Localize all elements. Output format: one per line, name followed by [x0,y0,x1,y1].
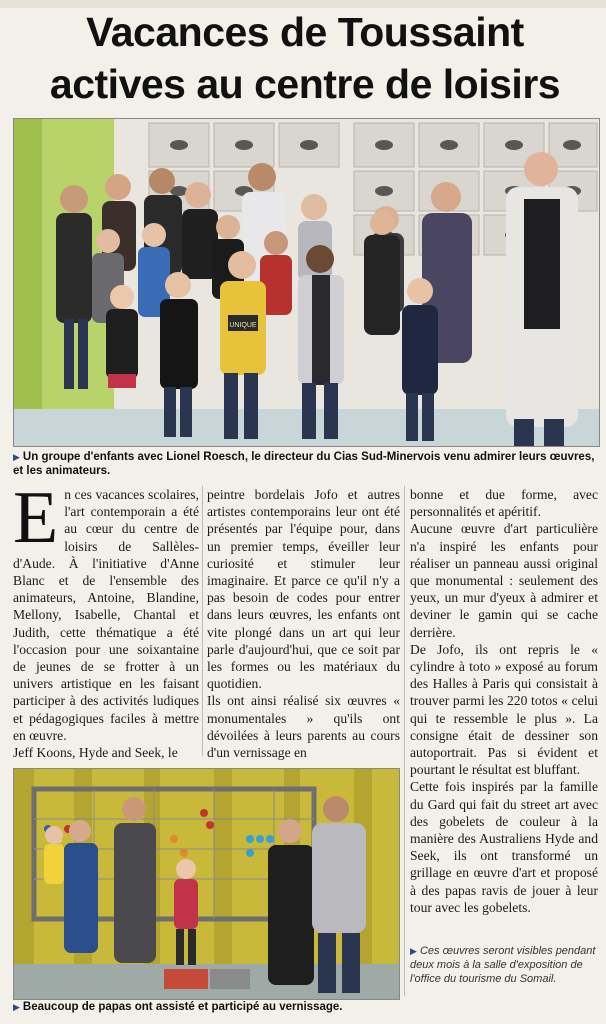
photo2-caption [13,1000,398,1014]
photo1-caption [13,450,598,478]
photo1-caption-text: Un groupe d'enfants avec Lionel Roesch, le directeur du Cias Sud-Minervois venu admirer leurs œuvres, et les animateurs. [13,451,595,477]
group-photo-illustration [14,119,599,446]
column-2-paragraph-1: peintre bordelais Jofo et autres artistes contemporains leur ont été présentés par l'équipe pour, dans un premier temps, éveiller leur curiosité et stimuler leur imaginaire. Et parce ce qu'il n'y a pas besoin de codes pour entrer dans leurs œuvres, les enfants ont vite plongé dans un art qui leur parle d'aujourd'hui, que ce soit par les formes ou les matériaux du quotidien. [207,487,400,692]
headline [10,6,600,110]
column-3-paragraph-1: bonne et due forme, avec personnalités et apéritif. [410,487,598,520]
footnote [410,944,598,986]
shirt-text: UNIQUE [229,322,257,329]
headline-line-2: actives au centre de loisirs [49,61,561,107]
vernissage-photo [13,768,400,1000]
caption-triangle-icon: ▶ [13,452,20,462]
footnote-triangle-icon: ▶ [410,946,417,956]
column-3-paragraph-3: De Jofo, ils ont repris le « cylindre à toto » exposé au forum des Halles à Paris qui consistait à trouver parmi les 220 totos « celui qui te ressemble le plus ». La consigne était de dessiner son autoportrait. Pas si évident et pourtant le résultat est bluffant. [410,641,598,778]
column-rule [202,486,203,756]
drop-cap: E [13,477,59,559]
article-column-1 [13,477,199,761]
article-column-3 [410,486,598,916]
column-3-paragraph-4: Cette fois inspirés par la famille du Gard qui fait du street art avec des gobelets de couleur à la manière des Australiens Hyde and Seek, ils ont transformé un grillage en œuvre d'art et proposé à des papas ravis de jouer à leur tour avec les gobelets. [410,779,598,915]
group-photo [13,118,600,447]
column-1-text: n ces vacances scolaires, l'art contemporain a été au cœur du centre de loisirs de Sallèles-d'Aude. À l'initiative d'Anne Blanc et de l'ensemble des animateurs, Antoine, Blandine, Mellony, Isabelle, Chantal et Judith, cette thématique a été l'occasion pour une soixantaine de jeunes de se frotter à un univers artistique en les faisant participer à des activités ludiques et pédagogiques faciles à mettre en œuvre. [13,487,199,743]
column-1-end: Jeff Koons, Hyde and Seek, le [13,745,178,761]
footnote-text: Ces œuvres seront visibles pendant deux mois à la salle d'exposition de l'office du tourisme du Somail. [410,945,596,985]
caption-triangle-icon: ▶ [13,1002,20,1012]
vernissage-photo-illustration [14,769,399,999]
article-column-2 [207,486,400,761]
column-rule [404,486,405,996]
headline-line-1: Vacances de Toussaint [86,9,524,55]
photo2-caption-text: Beaucoup de papas ont assisté et participé au vernissage. [22,1001,343,1013]
column-3-paragraph-2: Aucune œuvre d'art particulière n'a inspiré les enfants pour réaliser un panneau aussi original que monumental : seulement des yeux, un mur d'yeux à admirer et deviner le gamin qui se cache derrière. [410,521,598,640]
column-2-paragraph-2: Ils ont ainsi réalisé six œuvres « monumentales » qu'ils ont dévoilées à leurs parents au cours d'un vernissage en [207,693,400,761]
